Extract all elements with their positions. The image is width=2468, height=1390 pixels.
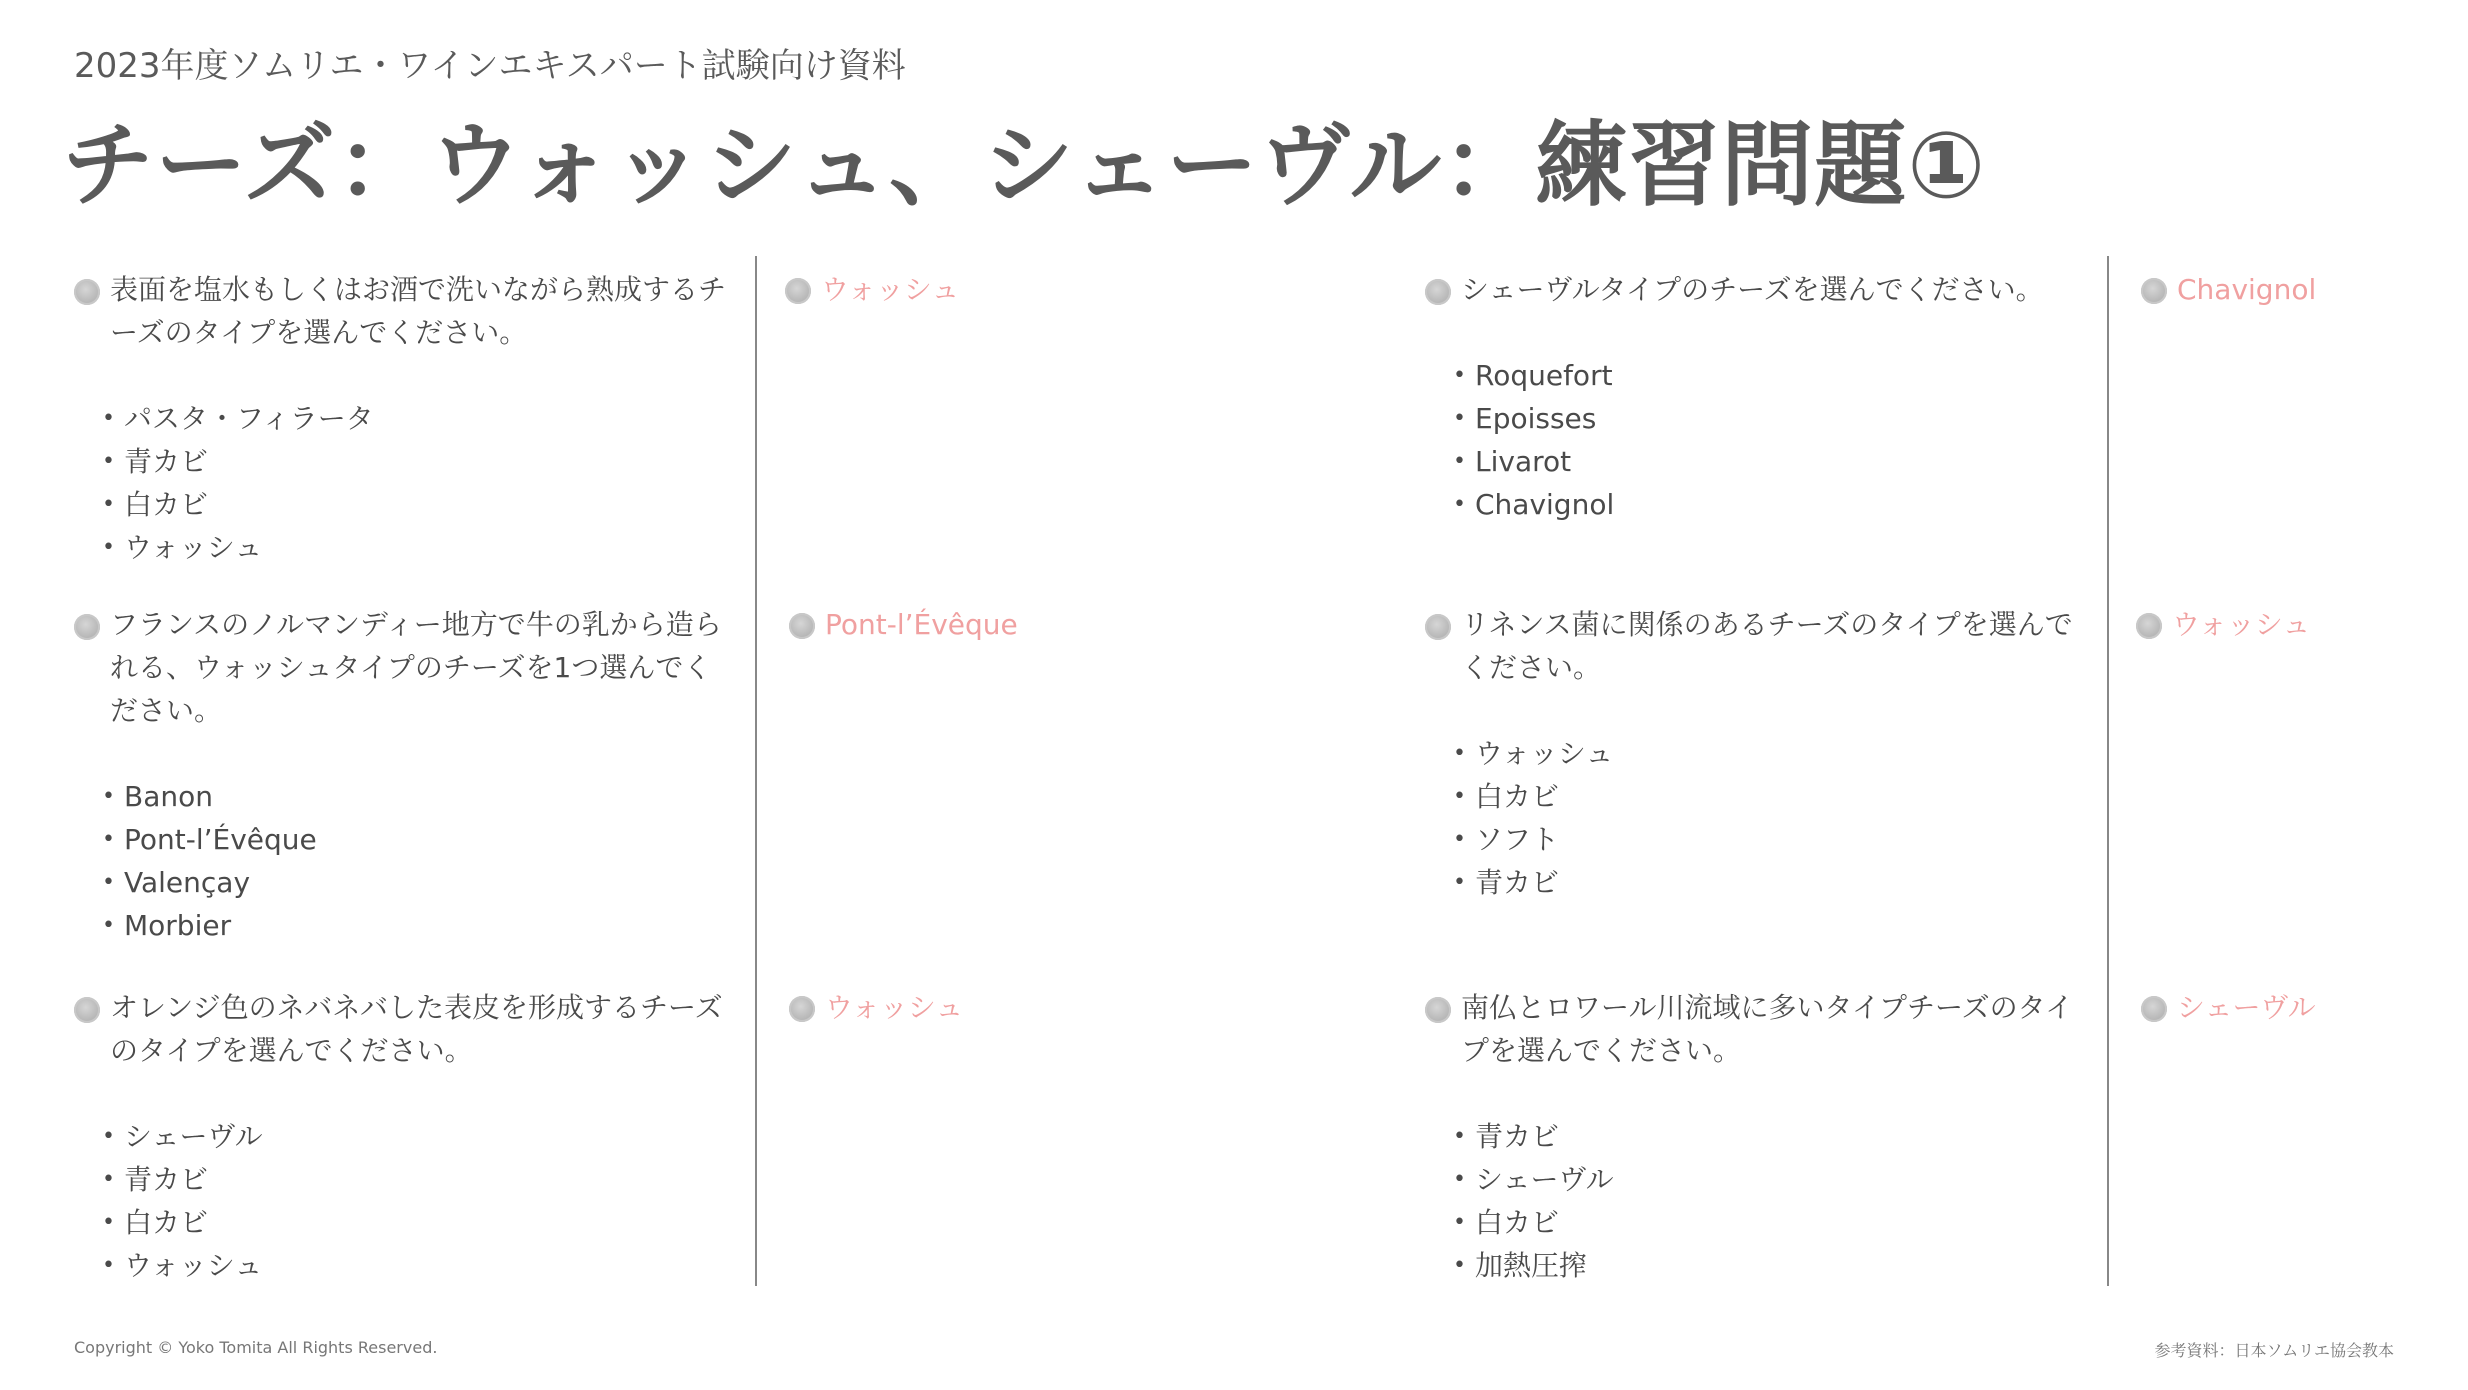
answer-5 <box>2136 603 2310 646</box>
bullet-circle-icon <box>74 997 100 1023</box>
option-item: • 青カビ <box>102 440 734 483</box>
bullet-circle-icon <box>74 614 100 640</box>
question-text: 表面を塩水もしくはお酒で洗いながら熟成するチーズのタイプを選んでください。 <box>110 273 727 349</box>
question-text: シェーヴルタイプのチーズを選んでください。 <box>1461 273 2044 306</box>
option-item: • Livarot <box>1453 440 2095 483</box>
option-item: • Banon <box>102 775 734 818</box>
answer-text: ウォッシュ <box>821 273 960 306</box>
reference-note: 参考資料：日本ソムリエ協会教本 <box>2154 1341 2394 1360</box>
option-item: • 青カビ <box>102 1158 744 1201</box>
option-list <box>1425 732 2095 904</box>
answer-3 <box>789 986 963 1029</box>
answer-6 <box>2141 986 2316 1029</box>
option-item: • 白カビ <box>102 1201 744 1244</box>
option-item: • シェーヴル <box>102 1115 744 1158</box>
option-item: • ウォッシュ <box>102 1244 744 1287</box>
answer-text: ウォッシュ <box>2172 608 2311 641</box>
answer-text: Pont-l’Évêque <box>825 608 1018 641</box>
option-item: • 加熱圧搾 <box>1453 1244 2095 1287</box>
question-text: フランスのノルマンディー地方で牛の乳から造られる、ウォッシュタイプのチーズを1つ選んでください。 <box>110 608 722 727</box>
question-block-5 <box>1425 603 2095 904</box>
option-list <box>74 397 734 569</box>
bullet-circle-icon <box>785 278 811 304</box>
answer-text: ウォッシュ <box>825 991 964 1024</box>
option-item: • ソフト <box>1453 818 2095 861</box>
question-text: オレンジ色のネバネバした表皮を形成するチーズのタイプを選んでください。 <box>110 991 723 1067</box>
option-item: • ウォッシュ <box>1453 732 2095 775</box>
question-block-2 <box>74 603 734 947</box>
bullet-circle-icon <box>789 613 815 639</box>
option-item: • Chavignol <box>1453 483 2095 526</box>
question-block-6 <box>1425 986 2095 1287</box>
bullet-circle-icon <box>2141 278 2167 304</box>
option-item: • Valençay <box>102 861 734 904</box>
option-item: • 青カビ <box>1453 861 2095 904</box>
copyright-notice: Copyright © Yoko Tomita All Rights Reserved. <box>74 1338 438 1357</box>
option-item: • 青カビ <box>1453 1115 2095 1158</box>
question-block-1 <box>74 268 734 569</box>
answer-text: シェーヴル <box>2177 991 2316 1024</box>
question-block-3 <box>74 986 744 1287</box>
page-title: チーズ：ウォッシュ、シェーヴル：練習問題① <box>62 112 1987 219</box>
answer-2 <box>789 603 1018 646</box>
bullet-circle-icon <box>1425 997 1451 1023</box>
option-item: • Epoisses <box>1453 397 2095 440</box>
subtitle: 2023年度ソムリエ・ワインエキスパート試験向け資料 <box>74 46 906 86</box>
option-item: • シェーヴル <box>1453 1158 2095 1201</box>
bullet-circle-icon <box>1425 614 1451 640</box>
option-list <box>1425 354 2095 526</box>
bullet-circle-icon <box>2141 996 2167 1022</box>
question-text: リネンス菌に関係のあるチーズのタイプを選んでください。 <box>1461 608 2073 684</box>
option-item: • Morbier <box>102 904 734 947</box>
divider-left <box>755 256 757 1286</box>
bullet-circle-icon <box>789 996 815 1022</box>
option-item: • Roquefort <box>1453 354 2095 397</box>
option-item: • 白カビ <box>102 483 734 526</box>
option-list <box>74 1115 744 1287</box>
answer-1 <box>785 268 959 311</box>
option-item: • 白カビ <box>1453 1201 2095 1244</box>
option-list <box>74 775 734 947</box>
option-item: • Pont-l’Évêque <box>102 818 734 861</box>
answer-4 <box>2141 268 2316 311</box>
option-item: • 白カビ <box>1453 775 2095 818</box>
divider-right <box>2107 256 2109 1286</box>
option-item: • パスタ・フィラータ <box>102 397 734 440</box>
option-item: • ウォッシュ <box>102 526 734 569</box>
option-list <box>1425 1115 2095 1287</box>
question-block-4 <box>1425 268 2095 526</box>
bullet-circle-icon <box>2136 613 2162 639</box>
answer-text: Chavignol <box>2177 273 2317 306</box>
bullet-circle-icon <box>1425 279 1451 305</box>
question-text: 南仏とロワール川流域に多いタイプチーズのタイプを選んでください。 <box>1461 991 2074 1067</box>
bullet-circle-icon <box>74 279 100 305</box>
